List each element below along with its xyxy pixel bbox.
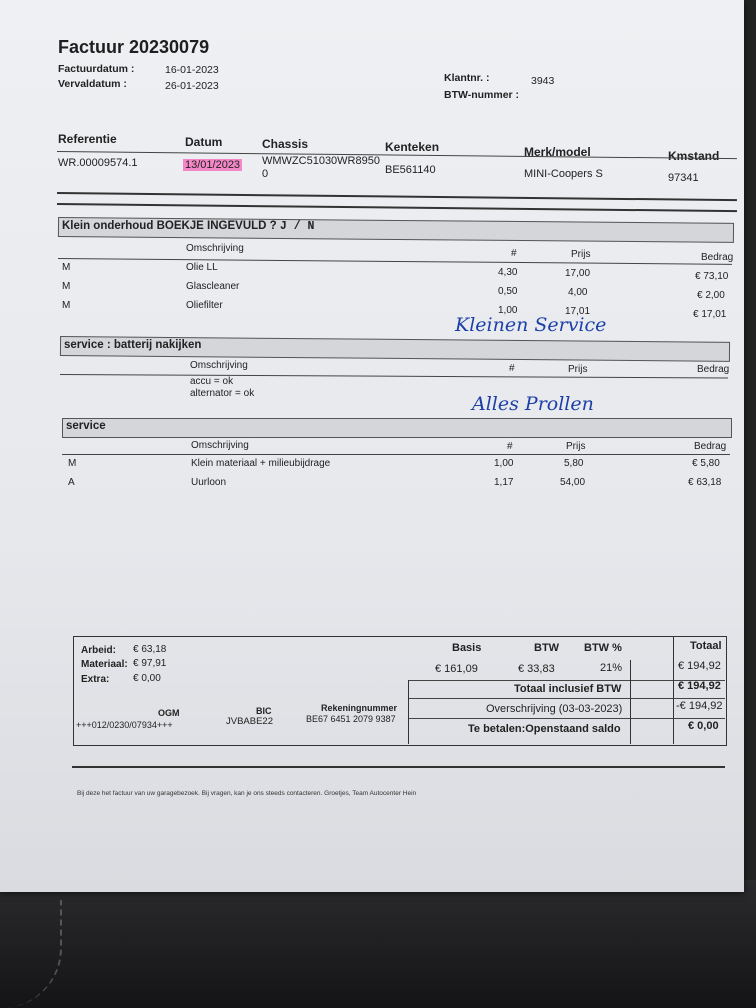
btw-value: € 33,83 bbox=[518, 663, 555, 675]
te-betalen-value: € 0,00 bbox=[688, 720, 719, 732]
s1-row-amount: € 17,01 bbox=[693, 309, 727, 320]
s3-row-code: M bbox=[68, 458, 77, 469]
s1-row-amount: € 73,10 bbox=[695, 271, 729, 282]
s3-col-bedrag: Bedrag bbox=[694, 441, 727, 452]
vehicle-bottom-line-2 bbox=[57, 203, 737, 212]
s3-row-code: A bbox=[68, 477, 75, 488]
section1-jn: J / N bbox=[279, 220, 315, 233]
section3-header-bar bbox=[62, 418, 732, 438]
s1-row-price: 17,00 bbox=[565, 268, 591, 279]
car-seat-background bbox=[0, 880, 756, 1008]
footer-line bbox=[72, 766, 725, 768]
s2-col-prijs: Prijs bbox=[568, 364, 588, 375]
s3-row-desc: Uurloon bbox=[191, 477, 227, 488]
s2-col-nr: # bbox=[509, 363, 515, 374]
s3-row-desc: Klein materiaal + milieubijdrage bbox=[191, 458, 331, 469]
btwpct-value: 21% bbox=[600, 662, 623, 674]
factuurdatum-label: Factuurdatum : bbox=[58, 63, 135, 75]
s1-row-code: M bbox=[62, 262, 71, 273]
btwpct-label: BTW % bbox=[584, 642, 622, 654]
section1-subtitle: BOEKJE INGEVULD ? bbox=[156, 220, 277, 232]
col-datum: Datum bbox=[185, 135, 223, 149]
totals-line-3 bbox=[408, 718, 725, 719]
s3-col-prijs: Prijs bbox=[566, 441, 586, 452]
section3-title: service bbox=[66, 420, 106, 432]
handwritten-note-1: Kleinen Service bbox=[455, 314, 607, 336]
s1-row-desc: Oliefilter bbox=[186, 300, 223, 311]
s1-row-amount: € 2,00 bbox=[697, 290, 725, 301]
basis-label: Basis bbox=[452, 642, 482, 654]
totaal-value: € 194,92 bbox=[678, 660, 721, 672]
klantnr-label: Klantnr. : bbox=[444, 72, 490, 84]
totaal-label: Totaal bbox=[690, 640, 722, 652]
datum-value bbox=[183, 159, 242, 171]
referentie-value: WR.00009574.1 bbox=[58, 157, 138, 169]
invoice-title: Factuur 20230079 bbox=[58, 37, 210, 57]
te-betalen-label: Te betalen:Openstaand saldo bbox=[468, 723, 621, 735]
merk-model-value: MINI-Coopers S bbox=[524, 168, 603, 180]
s1-row-price: 4,00 bbox=[568, 287, 588, 298]
rekening-value: BE67 6451 2079 9387 bbox=[306, 714, 396, 724]
overschrijving-label: Overschrijving (03-03-2023) bbox=[486, 703, 623, 715]
section1-title bbox=[62, 220, 314, 233]
vervaldatum-label: Vervaldatum : bbox=[58, 78, 127, 90]
totals-line-2 bbox=[408, 698, 725, 699]
s3-row-qty: 1,17 bbox=[494, 477, 514, 488]
col-kmstand: Kmstand bbox=[668, 149, 720, 163]
s2-line-alternator: alternator = ok bbox=[190, 388, 255, 399]
bic-value: JVBABE22 bbox=[226, 716, 273, 727]
s1-row-desc: Olie LL bbox=[186, 262, 218, 273]
chassis-value-line1: WMWZC51030WR8950 bbox=[262, 155, 380, 167]
totals-divider-v3 bbox=[673, 636, 674, 744]
s3-header-line bbox=[62, 454, 730, 455]
rekening-label: Rekeningnummer bbox=[321, 703, 398, 713]
btw-nummer-label: BTW-nummer : bbox=[444, 89, 520, 101]
ogm-label: OGM bbox=[158, 708, 180, 718]
btw-label: BTW bbox=[534, 642, 560, 654]
s3-row-price: 54,00 bbox=[560, 477, 586, 488]
totals-divider-v2 bbox=[630, 660, 631, 744]
s3-row-amount: € 5,80 bbox=[692, 458, 720, 469]
s1-col-nr: # bbox=[511, 248, 517, 259]
totaal-incl-value: € 194,92 bbox=[678, 680, 721, 692]
s1-col-omschrijving: Omschrijving bbox=[186, 243, 244, 254]
vehicle-bottom-line bbox=[57, 192, 737, 201]
totals-divider-v1 bbox=[408, 680, 409, 744]
s1-row-qty: 4,30 bbox=[498, 267, 518, 278]
s1-row-code: M bbox=[62, 281, 71, 292]
materiaal-label: Materiaal: bbox=[81, 659, 128, 670]
s3-col-omschrijving: Omschrijving bbox=[191, 440, 249, 451]
materiaal-value: € 97,91 bbox=[133, 658, 167, 669]
s3-row-qty: 1,00 bbox=[494, 458, 514, 469]
s3-col-nr: # bbox=[507, 441, 513, 452]
s1-row-qty: 0,50 bbox=[498, 286, 518, 297]
col-chassis: Chassis bbox=[262, 137, 309, 151]
s3-row-price: 5,80 bbox=[564, 458, 584, 469]
s2-header-line bbox=[60, 374, 728, 378]
col-merk-model: Merk/model bbox=[524, 145, 591, 159]
kmstand-value: 97341 bbox=[668, 172, 699, 184]
extra-value: € 0,00 bbox=[133, 673, 161, 684]
extra-label: Extra: bbox=[81, 674, 110, 685]
s1-row-code: M bbox=[62, 300, 71, 311]
s2-col-omschrijving: Omschrijving bbox=[190, 360, 248, 371]
klantnr-value: 3943 bbox=[531, 75, 555, 87]
arbeid-value: € 63,18 bbox=[133, 644, 167, 655]
s1-row-price: 17,01 bbox=[565, 306, 591, 317]
totaal-incl-label: Totaal inclusief BTW bbox=[514, 683, 622, 695]
col-referentie: Referentie bbox=[58, 132, 117, 146]
arbeid-label: Arbeid: bbox=[81, 645, 116, 656]
bic-label: BIC bbox=[256, 706, 272, 716]
datum-highlight: 13/01/2023 bbox=[185, 159, 241, 171]
s3-row-amount: € 63,18 bbox=[688, 477, 722, 488]
section2-title: service : batterij nakijken bbox=[64, 339, 202, 351]
s1-col-bedrag: Bedrag bbox=[701, 252, 734, 263]
s1-row-desc: Glascleaner bbox=[186, 281, 240, 292]
s2-col-bedrag: Bedrag bbox=[697, 364, 730, 375]
basis-value: € 161,09 bbox=[435, 663, 478, 675]
handwritten-note-2: Alles Prollen bbox=[472, 393, 594, 415]
chassis-value-line2: 0 bbox=[262, 168, 269, 180]
kenteken-value: BE561140 bbox=[385, 164, 436, 176]
overschrijving-value: -€ 194,92 bbox=[676, 700, 723, 712]
footer-text: Bij deze het factuur van uw garagebezoek. Bij vragen, kan je ons steeds contacteren. Groetjes, Team Autocenter Hein bbox=[77, 790, 417, 797]
s1-row-qty: 1,00 bbox=[498, 305, 518, 316]
section1-title-text: Klein onderhoud bbox=[62, 220, 154, 232]
vervaldatum-value: 26-01-2023 bbox=[165, 80, 219, 92]
s1-col-prijs: Prijs bbox=[571, 249, 591, 260]
factuurdatum-value: 16-01-2023 bbox=[165, 64, 219, 76]
s2-line-accu: accu = ok bbox=[190, 376, 234, 387]
ogm-value: +++012/0230/07934+++ bbox=[76, 720, 173, 730]
s1-header-line bbox=[58, 258, 732, 265]
col-kenteken: Kenteken bbox=[385, 140, 440, 154]
